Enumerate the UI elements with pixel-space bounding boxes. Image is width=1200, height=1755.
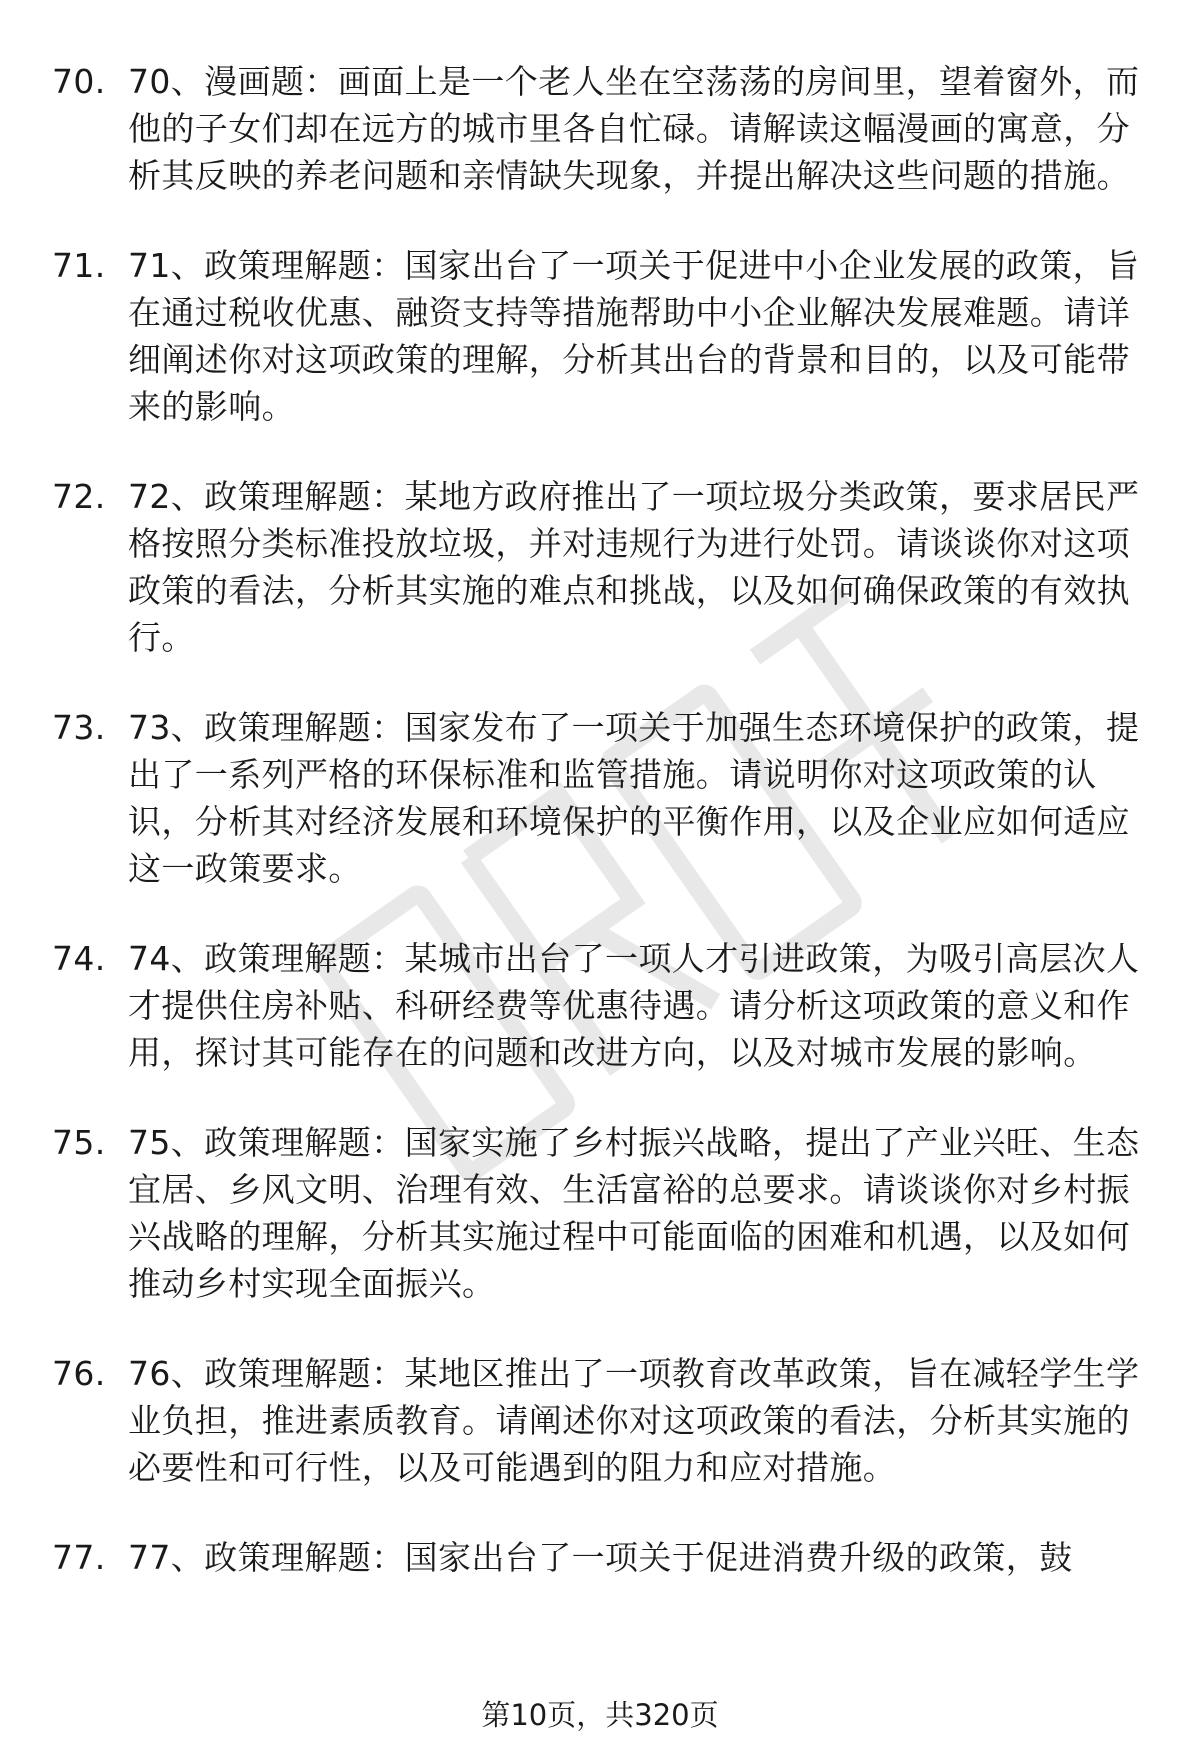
question-number: 71. xyxy=(52,246,106,285)
question-number: 75. xyxy=(52,1123,106,1162)
question-number: 72. xyxy=(52,477,106,516)
question-text: 70、漫画题：画面上是一个老人坐在空荡荡的房间里，望着窗外，而他的子女们却在远方的城市里各自忙碌。请解读这幅漫画的寓意，分析其反映的养老问题和亲情缺失现象，并提出解决这些问题的措施。 xyxy=(128,62,1140,195)
question-item xyxy=(52,1119,1152,1307)
question-item xyxy=(52,1534,1152,1581)
question-list xyxy=(52,58,1152,1624)
question-number: 77. xyxy=(52,1538,106,1577)
question-text: 72、政策理解题：某地方政府推出了一项垃圾分类政策，要求居民严格按照分类标准投放垃圾，并对违规行为进行处罚。请谈谈你对这项政策的看法，分析其实施的难点和挑战，以及如何确保政策的有效执行。 xyxy=(128,477,1140,657)
question-item xyxy=(52,58,1152,199)
question-number: 70. xyxy=(52,62,106,101)
question-text: 74、政策理解题：某城市出台了一项人才引进政策，为吸引高层次人才提供住房补贴、科研经费等优惠待遇。请分析这项政策的意义和作用，探讨其可能存在的问题和改进方向，以及对城市发展的影响。 xyxy=(128,939,1140,1072)
question-number: 74. xyxy=(52,939,106,978)
question-item xyxy=(52,935,1152,1076)
question-item xyxy=(52,1350,1152,1491)
question-number: 76. xyxy=(52,1354,106,1393)
question-item xyxy=(52,473,1152,661)
question-text: 75、政策理解题：国家实施了乡村振兴战略，提出了产业兴旺、生态宜居、乡风文明、治理有效、生活富裕的总要求。请谈谈你对乡村振兴战略的理解，分析其实施过程中可能面临的困难和机遇，以及如何推动乡村实现全面振兴。 xyxy=(128,1123,1140,1303)
question-number: 73. xyxy=(52,708,106,747)
question-item xyxy=(52,704,1152,892)
question-item xyxy=(52,242,1152,430)
question-text: 77、政策理解题：国家出台了一项关于促进消费升级的政策，鼓 xyxy=(128,1538,1073,1577)
question-text: 76、政策理解题：某地区推出了一项教育改革政策，旨在减轻学生学业负担，推进素质教育。请阐述你对这项政策的看法，分析其实施的必要性和可行性，以及可能遇到的阻力和应对措施。 xyxy=(128,1354,1140,1487)
question-text: 71、政策理解题：国家出台了一项关于促进中小企业发展的政策，旨在通过税收优惠、融资支持等措施帮助中小企业解决发展难题。请详细阐述你对这项政策的理解，分析其出台的背景和目的，以及可能带来的影响。 xyxy=(128,246,1140,426)
question-text: 73、政策理解题：国家发布了一项关于加强生态环境保护的政策，提出了一系列严格的环保标准和监管措施。请说明你对这项政策的认识，分析其对经济发展和环境保护的平衡作用，以及企业应如何适应这一政策要求。 xyxy=(128,708,1140,888)
page-footer: 第10页，共320页 xyxy=(481,1698,719,1732)
